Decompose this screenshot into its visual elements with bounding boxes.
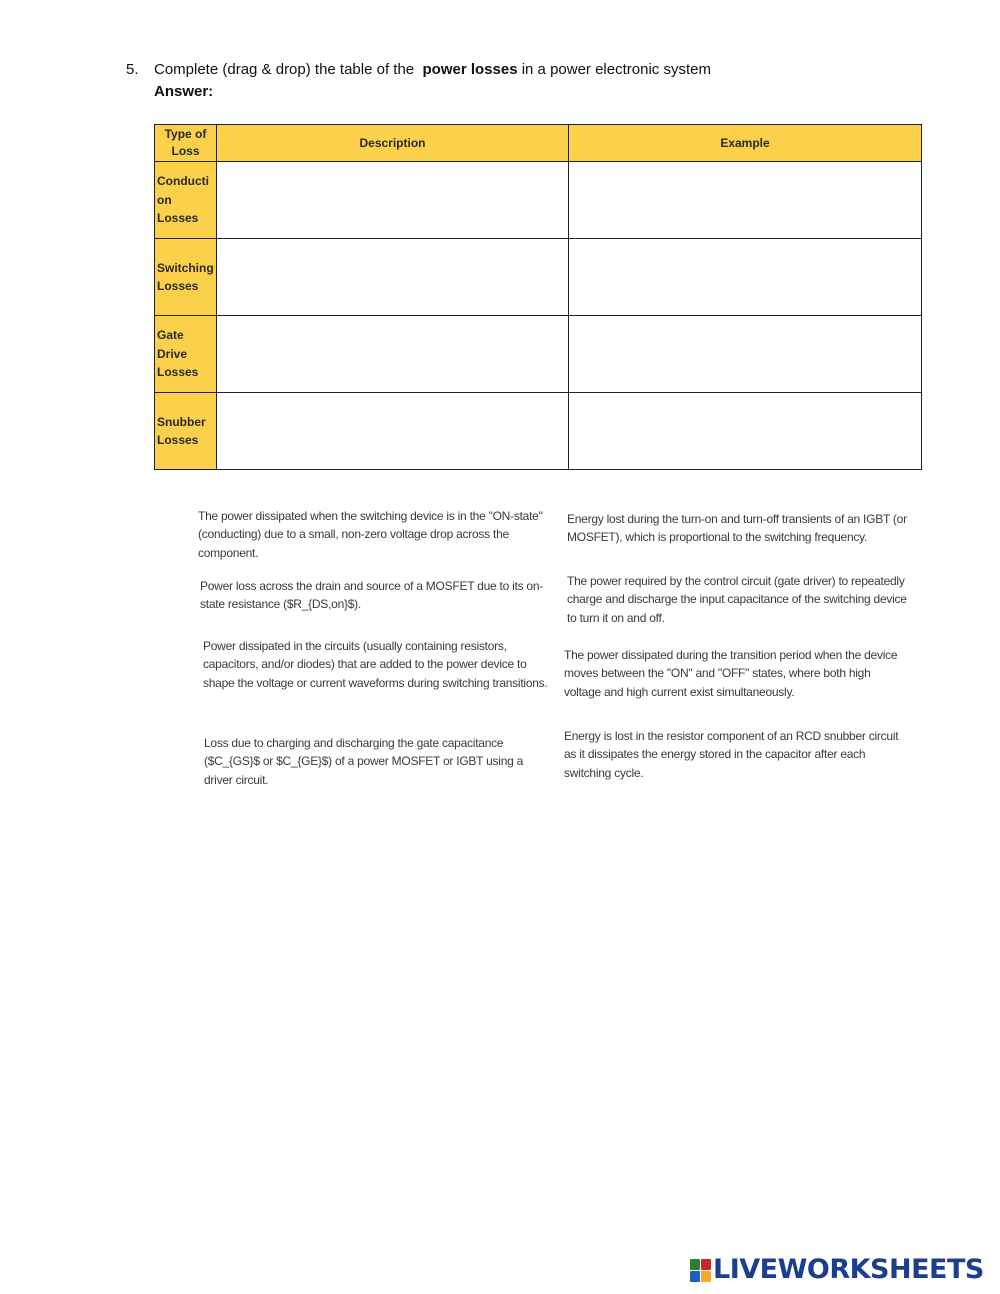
table-row-conduction xyxy=(155,162,922,239)
table-header-row xyxy=(155,125,922,162)
drag-tile[interactable]: The power required by the control circuit (gate driver) to repeatedly charge and discharge the input capacitance of the switching device to turn it on and off. xyxy=(567,574,907,625)
drop-zone-gate-drive-example[interactable] xyxy=(569,316,922,393)
liveworksheets-logo-mark-icon xyxy=(690,1259,711,1282)
row-type-label: Gate Drive Losses xyxy=(155,316,217,393)
drop-zone-conduction-example[interactable] xyxy=(569,162,922,239)
answer-label: Answer: xyxy=(154,83,214,100)
drag-tile[interactable]: Power loss across the drain and source of a MOSFET due to its on-state resistance ($R_{DS,on}$). xyxy=(200,579,544,612)
logo-text: LIVEWORKSHEETS xyxy=(713,1254,984,1285)
question-text-bold: power losses xyxy=(422,61,518,78)
drag-tile[interactable]: The power dissipated when the switching device is in the "ON-state" (conducting) due to a small, non-zero voltage drop across the component. xyxy=(198,509,543,560)
logo-mark-square xyxy=(690,1271,700,1282)
drop-zone-switching-example[interactable] xyxy=(569,239,922,316)
header-example: Example xyxy=(569,125,922,162)
table-row-gate-drive xyxy=(155,316,922,393)
drop-zone-snubber-example[interactable] xyxy=(569,393,922,470)
logo-mark-square xyxy=(690,1259,700,1270)
drop-zone-conduction-description[interactable] xyxy=(217,162,569,239)
power-losses-table xyxy=(154,124,922,470)
drag-tile[interactable]: Loss due to charging and discharging the gate capacitance ($C_{GS}$ or $C_{GE}$) of a power MOSFET or IGBT using a driver circuit. xyxy=(204,736,524,787)
logo-mark-square xyxy=(701,1259,711,1270)
drag-tile[interactable]: Energy is lost in the resistor component of an RCD snubber circuit as it dissipates the energy stored in the capacitor after each switching cycle. xyxy=(564,729,899,780)
question-text xyxy=(154,60,711,80)
table-row-snubber xyxy=(155,393,922,470)
question-text-before: Complete (drag & drop) the table of the xyxy=(154,61,415,78)
question-number: 5. xyxy=(126,61,139,78)
drop-zone-switching-description[interactable] xyxy=(217,239,569,316)
row-type-label: Snubber Losses xyxy=(155,393,217,470)
row-type-label: Switching Losses xyxy=(155,239,217,316)
drag-tile[interactable]: Energy lost during the turn-on and turn-off transients of an IGBT (or MOSFET), which is proportional to the switching frequency. xyxy=(567,512,907,545)
liveworksheets-logo xyxy=(690,1254,984,1286)
table-row-switching xyxy=(155,239,922,316)
header-type-of-loss: Type of Loss xyxy=(155,125,217,162)
header-description: Description xyxy=(217,125,569,162)
drag-tile[interactable]: Power dissipated in the circuits (usually containing resistors, capacitors, and/or diodes) that are added to the power device to shape the voltage or current waveforms during switching transitions. xyxy=(203,639,548,690)
logo-mark-square xyxy=(701,1271,711,1282)
drag-tile[interactable]: The power dissipated during the transition period when the device moves between the "ON" and "OFF" states, where both high voltage and high current exist simultaneously. xyxy=(564,648,898,699)
question-text-after: in a power electronic system xyxy=(521,61,711,78)
drop-zone-snubber-description[interactable] xyxy=(217,393,569,470)
drop-zone-gate-drive-description[interactable] xyxy=(217,316,569,393)
row-type-label: Conducti on Losses xyxy=(155,162,217,239)
